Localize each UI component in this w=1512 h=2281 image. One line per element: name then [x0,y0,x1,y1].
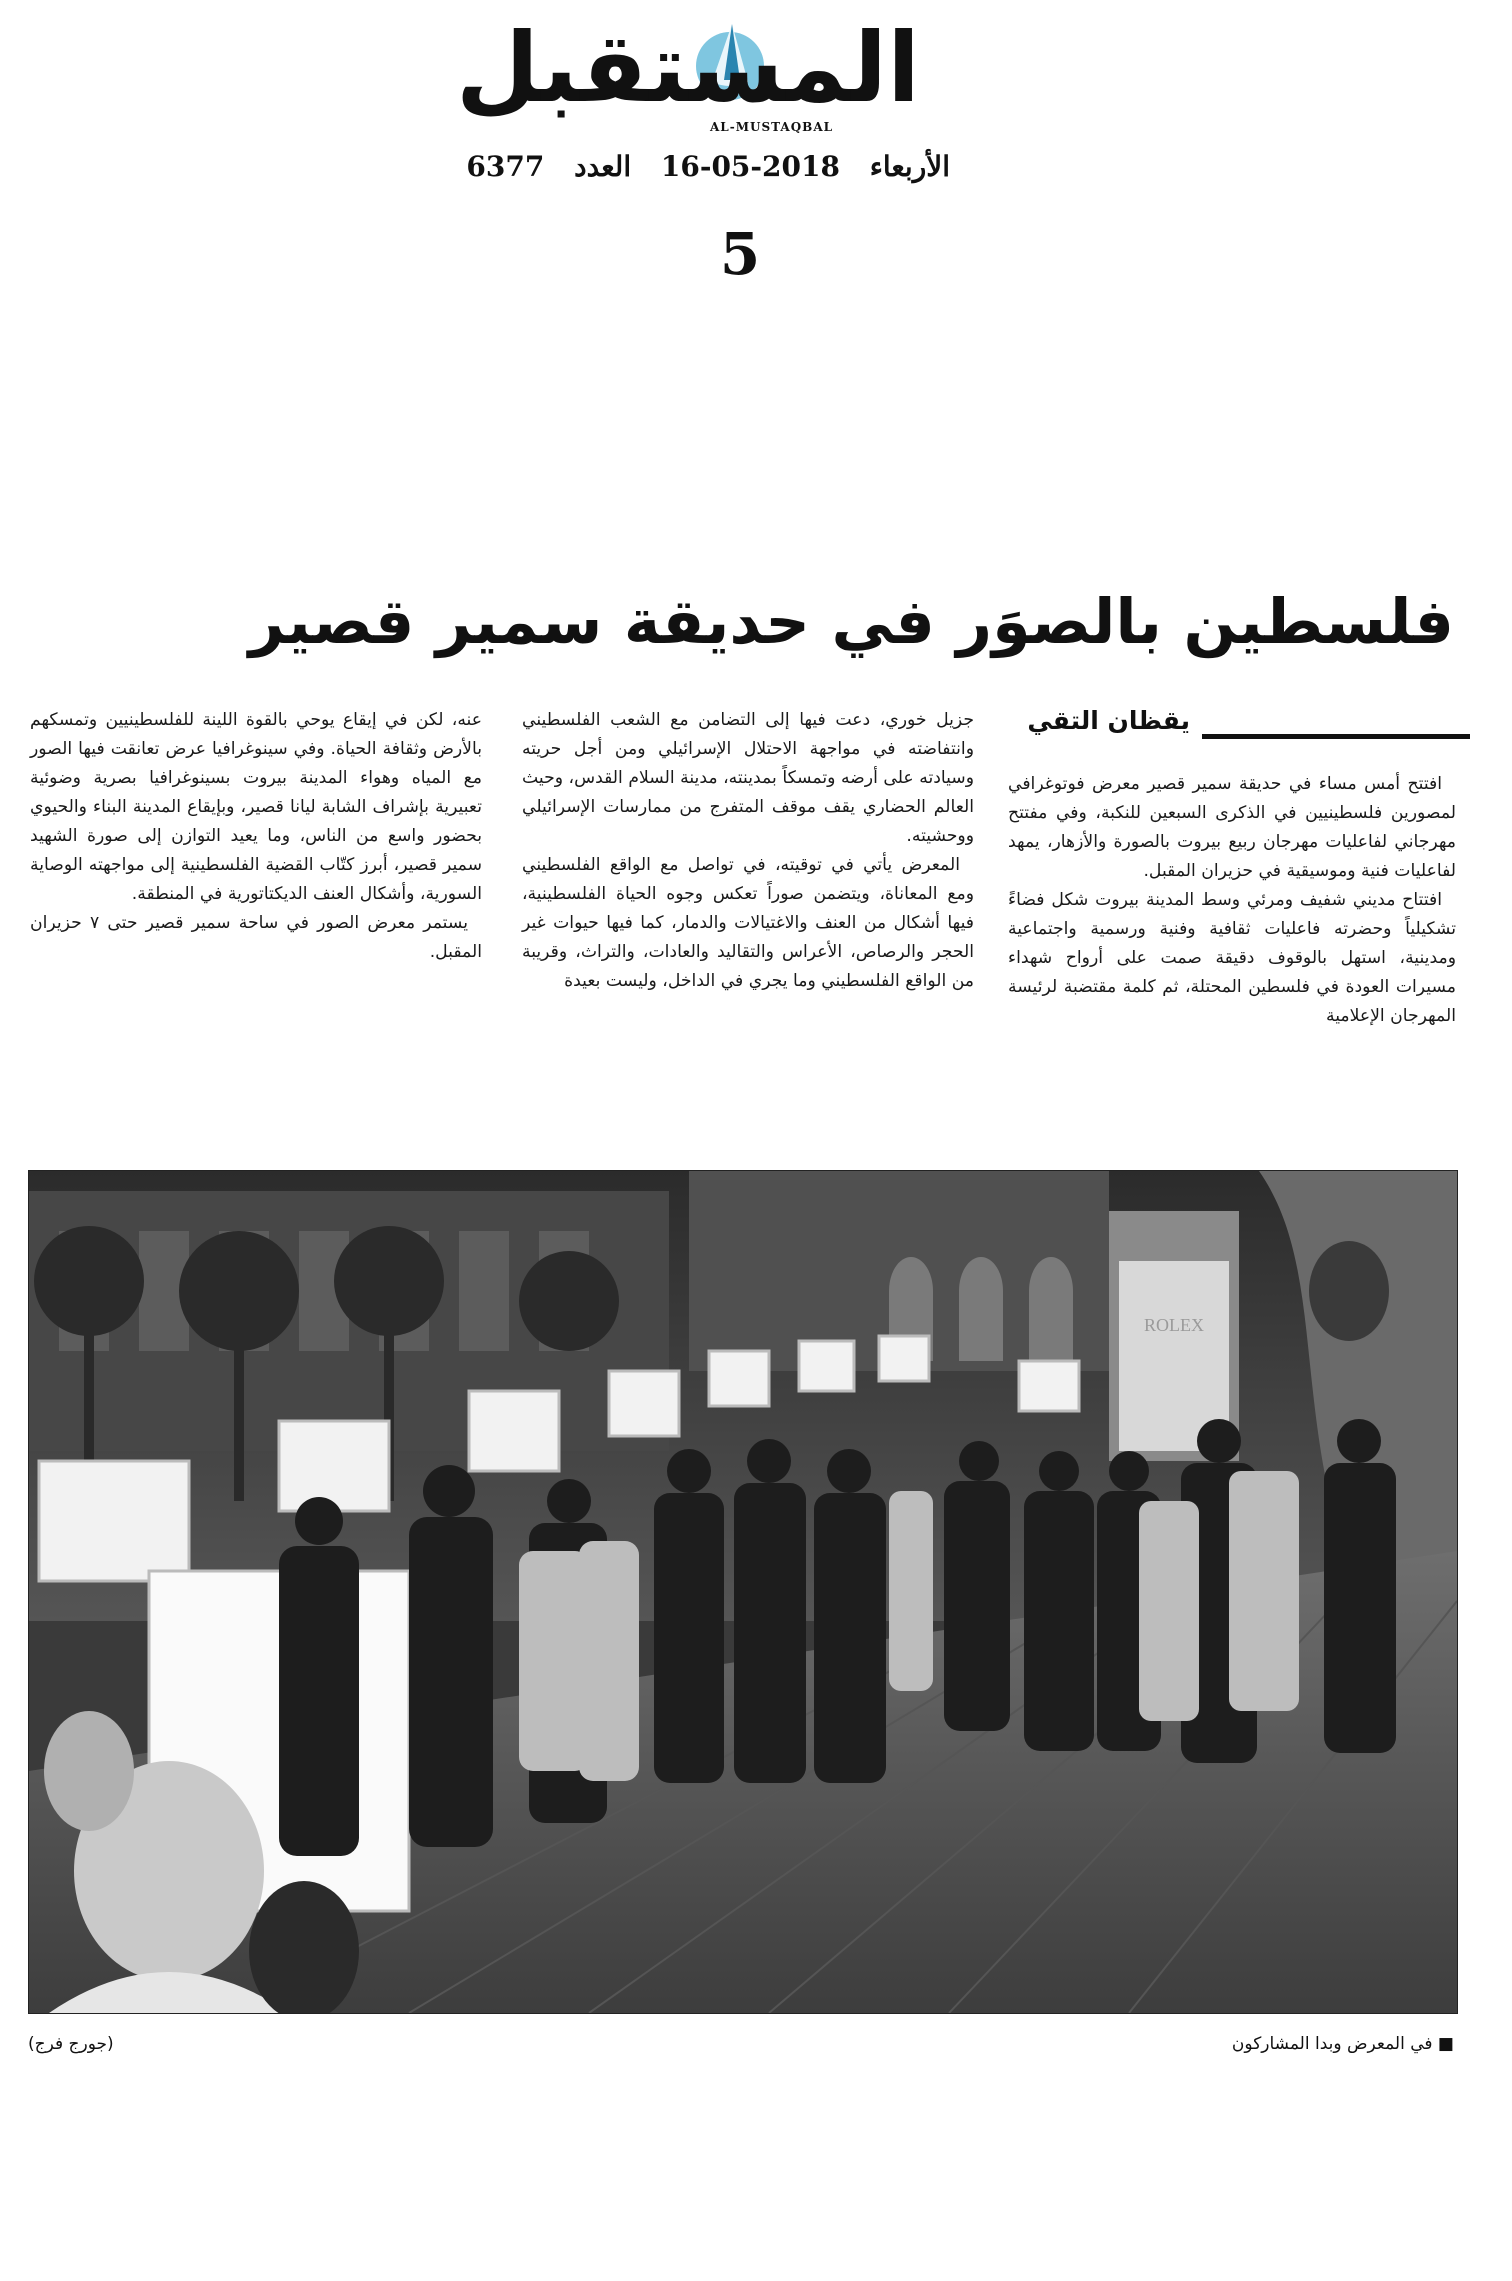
photo-credit: (جورج فرج) [28,2034,114,2054]
photo-scene [29,1171,1457,2013]
issue-day: الأربعاء [869,150,950,183]
shop-sign: ROLEX [1144,1315,1204,1335]
masthead [455,8,950,158]
article-paragraph: جزيل خوري، دعت فيها إلى التضامن مع الشعب الفلسطيني وانتفاضته في مواجهة الاحتلال الإسرائيلي ومن أجل حريته وسيادته على أرضه وتمسكاً بمدينته، مدينة السلام القدس، وحيث العالم الحضاري يقف موقف المتفرج من ممارسات الإسرائيلي ووحشيته. [522,710,974,846]
page-number: 5 [719,220,761,288]
article-paragraph: يستمر معرض الصور في ساحة سمير قصير حتى ٧ حزيران المقبل. [30,913,482,962]
article-byline: يقظان التقي [1027,706,1190,735]
newspaper-logo-latin: AL-MUSTAQBAL [710,120,834,134]
byline-rule [1202,734,1470,739]
photo-caption: ■ في المعرض وبدا المشاركون [1231,2034,1454,2054]
article-paragraph: افتتاح مديني شفيف ومرئي وسط المدينة بيروت شكل فضاءً تشكيلياً وحضرته فاعليات ثقافية وفنية ورسمية واجتماعية ومدينية، استهل بالوقوف دقيقة صمت على أرواح شهداء مسيرات العودة في فلسطين المحتلة، ثم كلمة مقتضبة لرئيسة المهرجان الإعلامية [1008,890,1456,1026]
newspaper-logo: المستقبل [455,12,920,124]
issue-date: 2018-05-16 [660,150,840,183]
byline-row [1000,706,1470,746]
issue-line [466,150,960,183]
article-headline: فلسطين بالصوَر في حديقة سمير قصير [248,585,1454,658]
article-column-2 [522,706,974,996]
article-photo [28,1170,1458,2014]
article-paragraph: عنه، لكن في إيقاع يوحي بالقوة اللينة للفلسطينيين وتمسكهم بالأرض وثقافة الحياة. وفي سينوغرافيا عرض تعانقت فيها الصور مع المياه وهواء المدينة بيروت بسينوغرافيا بصرية وضوئية تعبيرية بإشراف الشابة ليانا قصير، وبإيقاع المدينة البناء والحيوي بحضور واسع من الناس، وما يعيد التوازن إلى صورة الشهيد سمير قصير، أبرز كتّاب القضية الفلسطينية إلى مواجهته الوصاية السورية، وأشكال العنف الديكتاتورية في المنطقة. [30,710,482,904]
article-paragraph: المعرض يأتي في توقيته، في تواصل مع الواقع الفلسطيني ومع المعاناة، ويتضمن صوراً تعكس وجوه الحياة الفلسطينية، فيها أشكال من العنف والاغتيالات والدمار، كما فيها حيوات غير الحجر والرصاص، الأعراس والتقاليد والعادات، والتراث، وقريبة من الواقع الفلسطيني وما يجري في الداخل، وليست بعيدة [522,855,974,991]
article-paragraph: افتتح أمس مساء في حديقة سمير قصير معرض فوتوغرافي لمصورين فلسطينيين في الذكرى السبعين للنكبة، وفي مفتتح مهرجاني لفاعليات مهرجان ربيع بيروت بالصورة والأزهار، يمهد لفاعليات فنية وموسيقية في حزيران المقبل. [1008,774,1456,881]
article-column-1 [1008,770,1456,1031]
issue-number: 6377 [466,150,545,183]
issue-label: العدد [574,150,632,183]
article-column-3 [30,706,482,967]
